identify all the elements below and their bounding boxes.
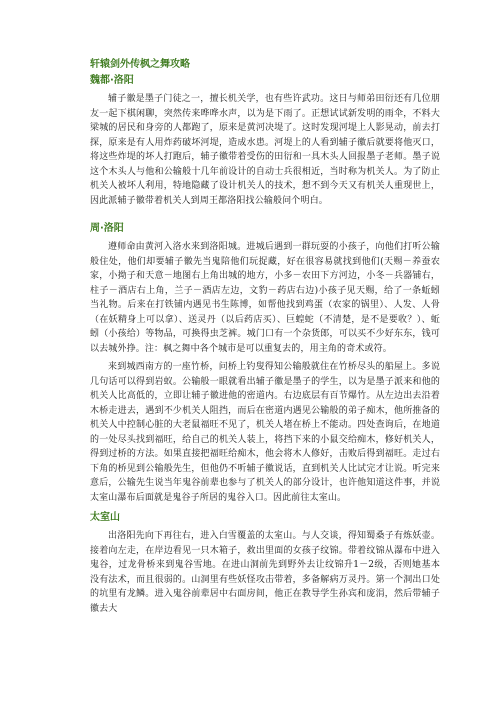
paragraph: 辅子徽是墨子门徒之一，擅长机关学，也有些许武功。这日与师弟田衍还有几位朋友一起下棋闲聊，突然传来哗哗水声，以为是下雨了。正想试试新发明的雨伞，不料大梁城的居民和身旁的人都跑了，原来是黄河决堤了。这时发现河堤上人影晃动，前去打探，原来是有人用炸药破坏河堤，造成水患。河堤上的人看到辅子徽后就要将他灭口，将这些炸堤的坏人打跑后，辅子徽带着受伤的田衍和一具木头人回报墨子老师。墨子说这个木头人与他和公输般十几年前设计的自动士兵很相近，当时称为机关人。为了防止机关人被坏人利用，特地隐藏了设计机关人的技术，想不到今天又有机关人重现世上，因此派辅子徽带着机关人到周王都洛阳找公输般问个明白。: [90, 94, 440, 206]
paragraph: 来到城西南方的一座竹桥，问桥上钓叟得知公输般就住在竹桥尽头的船屋上。多说几句话可以得到岩蚁。公输般一眼就看出辅子徽是墨子的学生，以为是墨子派来和他的机关人比高低的，立即让辅子徽进他的密道内。右边底层有百节爆竹。从左边出去沿着木桥走进去，遇到不少机关人阻挡，而后在密道内遇见公输般的弟子痴木，他所推备的机关人中控制心脏的大老鼠福旺不见了，机关人堵在桥上不能动。四处查询后，在地道的一处尽头找到福旺，给自己的机关人装上，将挡下来的小鼠交给痴木，修好机关人，得到过桥的方法。如果直接把福旺给痴木，他会将木人修好，击败后得到福旺。走过右下角的桥见到公输般先生，但他仍不听辅子徽说话，直到机关人比试完才让说。听完来意后，公输先生说当年鬼谷前辈也参与了机关人的部分设计，也许他知道这件事，并说太室山瀑布后面就是鬼谷子所居的鬼谷入口。因此前往太室山。: [90, 362, 440, 503]
section-heading: 太室山: [90, 512, 120, 523]
section-taishi-mountain: [90, 511, 440, 616]
section-wei-luoyang: [90, 74, 440, 208]
document-title: 轩辕剑外传枫之舞攻略: [90, 59, 190, 70]
paragraph: 遵师命由黄河入洛水来到洛阳城。进城后遇到一群玩耍的小孩子，向他们打听公输般住处，他们却要辅子徽先当鬼陪他们玩捉藏，好在很容易就找到他们(天赐－养蚕农家，小拗子和天意－地图右上角出城的地方，小多－农田下方河边，小冬－兵器铺右，柱子－酒店右上角，兰子－酒店左边，文豹－药店右边)小孩子见天赐，给了一条蚯蚓当礼物。后来在打铁铺内遇见书生陈博，如帮他找到鸡蛋（农家的锅里）、人发、人骨（在妖精身上可以拿）、送灵丹（以后药店买）、巨蝗蛇（不清楚，是不是要收？）、蚯蚓（小孩给）等物品，可换得虫芝裤。城门口有一个杂货郎，可以买不少好东东，钱可以去城外挣。注：枫之舞中各个城市是可以重复去的，用主角的奇术或符。: [90, 242, 440, 354]
paragraph: 出洛阳先向下再往右，进入白雪覆盖的太室山。与人交谈，得知蜀桑子有炼妖壶。接着向左走，在岸边看见一只木箱子，救出里面的女孩子纹锦。带着纹锦从瀑布中进入鬼谷，过龙骨桥来到鬼谷雪地。在进山洞前先到野外去让纹锦升1－2级，否则她基本没有法术，而且很弱的。山洞里有些妖怪攻击带着，多备解病万灵丹。第一个洞出口处的坑里有龙鳞。进入鬼谷前辈居中右面房间，他正在教导学生孙宾和庞涓，然后带辅子徽去大: [90, 531, 440, 614]
section-heading: 周·洛阳: [90, 223, 124, 234]
section-spacer: [90, 214, 440, 222]
section-heading: 魏都·洛阳: [90, 75, 134, 86]
section-zhou-luoyang: [90, 222, 440, 505]
